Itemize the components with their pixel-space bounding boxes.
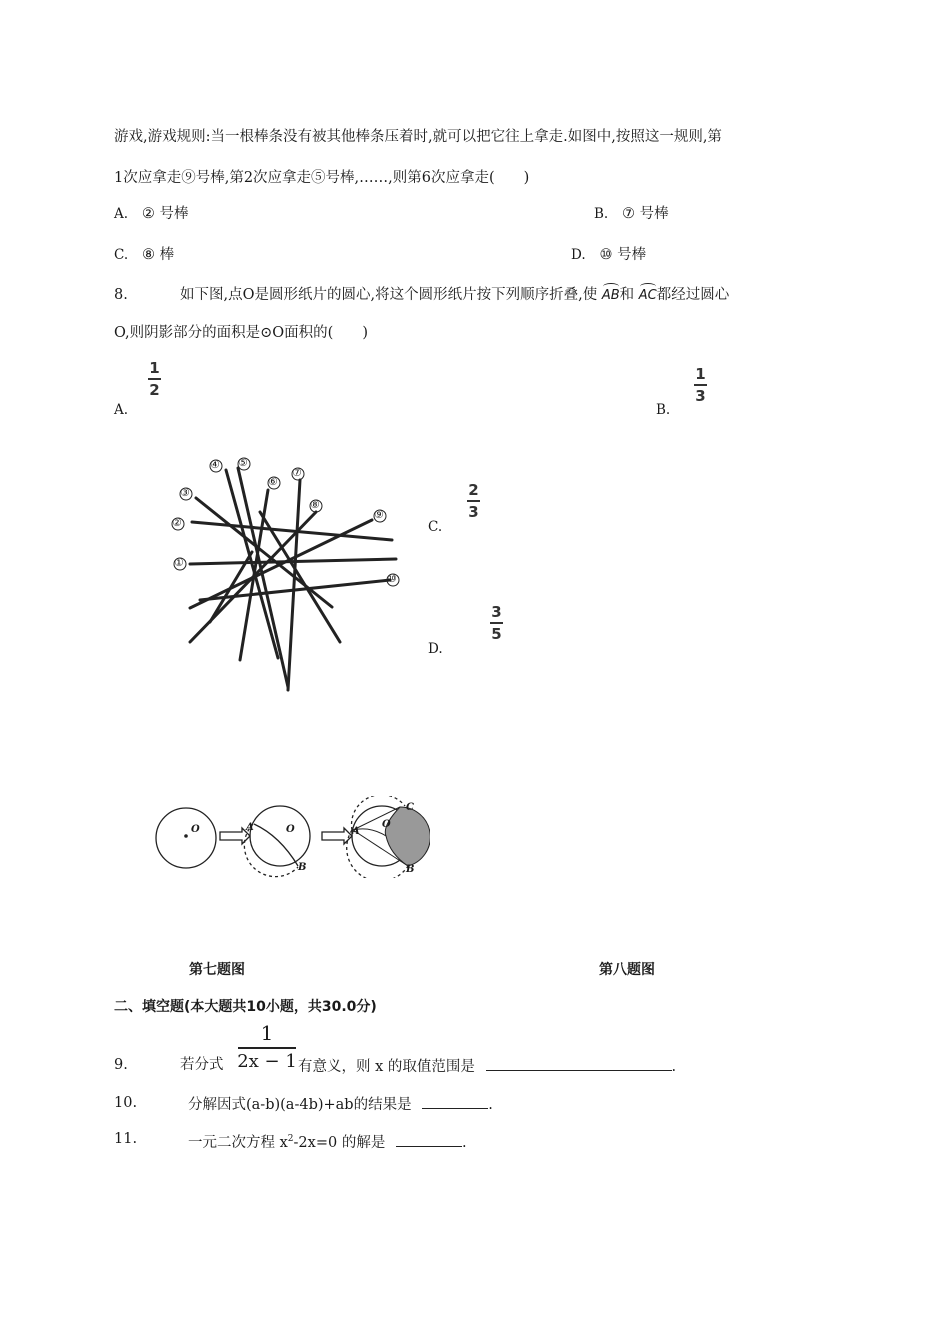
label-9: ⑨	[374, 508, 384, 521]
q8-option-d-letter[interactable]: D.	[428, 641, 443, 657]
q9-fraction: 1 2x − 1	[237, 1021, 297, 1072]
q8-option-c-fraction: 2 3	[468, 481, 479, 521]
q9-text-b: 有意义，则 x 的取值范围是 .	[298, 1056, 676, 1076]
circle-1	[156, 808, 216, 868]
label-7: ⑦	[292, 466, 302, 479]
q7-option-d[interactable]: D. ⑩ 号棒	[571, 247, 647, 263]
center-dot	[184, 834, 188, 838]
q8-option-a-letter[interactable]: A.	[114, 402, 129, 418]
q8-option-b-letter[interactable]: B.	[656, 402, 671, 418]
q9-answer-blank[interactable]	[486, 1056, 672, 1071]
q7-option-c[interactable]: C. ⑧ 棒	[114, 247, 175, 263]
fig8-label-a2: A	[352, 826, 360, 837]
arc-ab: AB	[601, 288, 620, 303]
label-2: ②	[172, 516, 182, 529]
q7-option-b[interactable]: B. ⑦ 号棒	[594, 206, 669, 222]
circle-2	[250, 806, 310, 866]
shaded-region	[385, 807, 430, 866]
label-10: ⑩	[387, 572, 397, 585]
q7-option-a[interactable]: A. ② 号棒	[114, 206, 189, 222]
caption-fig8: 第八题图	[599, 962, 655, 978]
q7-line2: 1次应拿走⑨号棒,第2次应拿走⑤号棒,……,则第6次应拿走( )	[114, 170, 530, 186]
q8-option-d-fraction: 3 5	[491, 603, 502, 643]
arc-ac: AC	[638, 288, 657, 303]
label-5: ⑤	[238, 456, 248, 469]
q11-text: 一元二次方程 $x^2-2x=0$ 的解是 .	[188, 1130, 467, 1152]
q10-number: 10.	[114, 1095, 138, 1111]
fig8-label-o1: O	[191, 824, 200, 835]
q8-line2: O,则阴影部分的面积是⊙O面积的( )	[114, 325, 368, 341]
figure-8-folding	[150, 796, 430, 878]
fig8-label-c: C	[406, 802, 414, 813]
q11-answer-blank[interactable]	[396, 1132, 462, 1147]
q10-answer-blank[interactable]	[422, 1094, 488, 1109]
q10-text: 分解因式(a-b)(a-4b)+ab的结果是 .	[188, 1094, 493, 1114]
label-1: ①	[174, 556, 184, 569]
label-8: ⑧	[310, 498, 320, 511]
q9-text-a: 若分式	[180, 1057, 224, 1073]
q11-number: 11.	[114, 1131, 138, 1147]
figure-7-sticks	[160, 452, 410, 697]
label-3: ③	[180, 486, 190, 499]
section-2-title: 二、填空题(本大题共10小题，共30.0分)	[114, 999, 377, 1015]
label-4: ④	[210, 458, 220, 471]
q8-option-b-fraction: 1 3	[695, 365, 706, 405]
stick-7	[288, 480, 300, 690]
label-6: ⑥	[268, 475, 278, 488]
fig8-label-b1: B	[298, 862, 307, 873]
fig8-label-b2: B	[406, 864, 415, 875]
q8-option-a-fraction: 1 2	[149, 359, 160, 399]
fig8-label-o2: O	[286, 824, 295, 835]
q8-line1: 如下图,点O是圆形纸片的圆心,将这个圆形纸片按下列顺序折叠,使 AB和 AC都经过圆心	[180, 287, 730, 303]
q9-number: 9.	[114, 1057, 128, 1073]
q7-line1: 游戏,游戏规则:当一根棒条没有被其他棒条压着时,就可以把它往上拿走.如图中,按照这一规则,第	[114, 129, 722, 145]
fig8-label-a1: A	[246, 822, 254, 833]
q8-number: 8.	[114, 287, 128, 303]
fig8-label-o3: O	[382, 819, 391, 830]
caption-fig7: 第七题图	[189, 962, 245, 978]
stick-5	[238, 468, 288, 687]
q8-option-c-letter[interactable]: C.	[428, 519, 443, 535]
